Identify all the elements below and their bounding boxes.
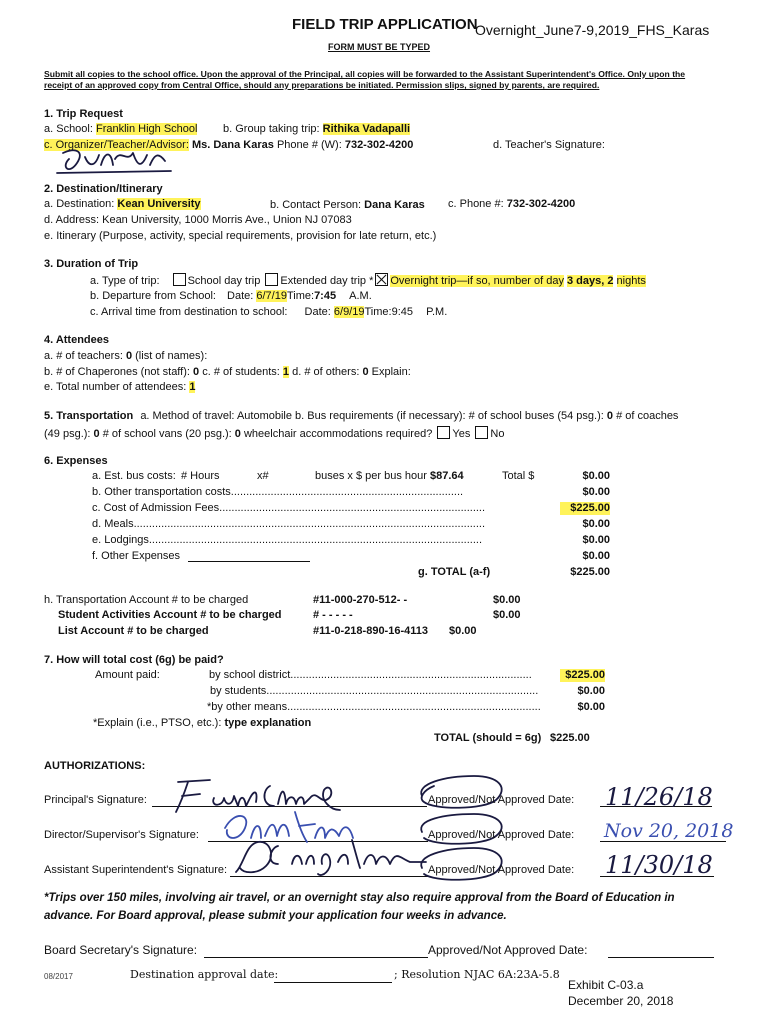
board-note-line1: *Trips over 150 miles, involving air travel, or an overnight stay also require approval from the Board of Education in — [44, 892, 675, 904]
arrival-label: c. Arrival time from destination to school: — [90, 306, 288, 318]
expense-lodgings-value: $0.00 — [582, 534, 610, 546]
paid-other-value: $0.00 — [577, 701, 605, 713]
destination-value: Kean University — [117, 198, 201, 210]
form-revision-date: 08/2017 — [44, 972, 73, 981]
school-label: a. School: — [44, 123, 93, 135]
transport-row1 — [44, 410, 678, 423]
teachers-note: (list of names): — [135, 350, 208, 362]
section-destination-heading: 2. Destination/Itinerary — [44, 183, 163, 195]
form-title: FIELD TRIP APPLICATION — [292, 16, 478, 33]
wheelchair-no-checkbox[interactable] — [475, 426, 488, 439]
exhibit-line2: December 20, 2018 — [568, 994, 674, 1008]
chaperones-row — [44, 366, 411, 379]
transport-account-number: #11-000-270-512- - — [313, 594, 408, 606]
dest-phone-label: c. Phone #: — [448, 198, 504, 210]
section-expenses-heading: 6. Expenses — [44, 455, 108, 467]
expenses-total-label: g. TOTAL (a-f) — [418, 566, 491, 578]
arrival-date-label: Date: — [304, 306, 331, 318]
other-expenses-line — [188, 561, 310, 562]
explain-label: *Explain (i.e., PTSO, etc.): — [93, 717, 222, 729]
expense-admission-value: $225.00 — [560, 502, 610, 515]
overnight-checkbox[interactable] — [375, 273, 388, 286]
board-secretary-line — [204, 957, 428, 958]
group-row — [223, 123, 410, 136]
section-payment-heading: 7. How will total cost (6g) be paid? — [44, 654, 224, 666]
school-day-label: School day trip — [187, 275, 261, 287]
notice-line1: Submit all copies to the school office. Upon the approval of the Principal, all copies will be forwarded to the Assistant Superintendent's Office. Only upon the — [44, 69, 686, 79]
board-date-line — [608, 957, 714, 958]
organizer-phone-label: Phone # (W): — [276, 139, 342, 151]
student-account-label: Student Activities Account # to be charged — [58, 609, 282, 621]
extended-day-checkbox[interactable] — [265, 273, 278, 286]
school-value: Franklin High School — [95, 123, 198, 135]
school-row — [44, 123, 197, 136]
expenses-total-value: $225.00 — [570, 566, 610, 578]
principal-status: Approved/Not Approved Date: — [428, 794, 575, 806]
destination-label: a. Destination: — [44, 198, 115, 210]
chaperones-label: b. # of Chaperones (not staff): — [44, 366, 190, 378]
vans-label: # of school vans (20 psg.): — [102, 428, 232, 440]
expense-other-transport-value: $0.00 — [582, 486, 610, 498]
transport-account-label: h. Transportation Account # to be charged — [44, 594, 249, 606]
total-attendees-row — [44, 381, 195, 394]
school-day-checkbox[interactable] — [173, 273, 186, 286]
expense-other-transport-label: b. Other transportation costs............................................................................ — [92, 486, 464, 498]
expense-meals-value: $0.00 — [582, 518, 610, 530]
paid-district-label: by school district............................................................................... — [209, 669, 532, 681]
total-dollar-label: Total $ — [502, 470, 535, 482]
departure-ampm: A.M. — [349, 290, 372, 302]
section-duration-heading: 3. Duration of Trip — [44, 258, 139, 270]
destination-approval-label: Destination approval date: — [130, 968, 279, 981]
asst-signature — [230, 834, 430, 880]
arrival-ampm: P.M. — [426, 306, 448, 318]
authorizations-heading: AUTHORIZATIONS: — [44, 760, 146, 772]
trip-type-label: a. Type of trip: — [90, 275, 160, 287]
resolution-text: ; Resolution NJAC 6A:23A-5.8 — [394, 968, 560, 981]
teacher-signature-label: d. Teacher's Signature: — [493, 139, 605, 151]
form-subtitle: FORM MUST BE TYPED — [328, 42, 431, 52]
wheelchair-no-label: No — [490, 428, 505, 440]
chaperones-value: 0 — [193, 366, 200, 378]
departure-date-label: Date: — [227, 290, 254, 302]
paid-students-value: $0.00 — [577, 685, 605, 697]
list-account-number: #11-0-218-890-16-4113 — [313, 625, 428, 637]
paid-district-value: $225.00 — [560, 669, 605, 682]
total-attendees-label: e. Total number of attendees: — [44, 381, 187, 393]
others-value: 0 — [362, 366, 369, 378]
method-label: a. Method of travel: — [140, 410, 235, 422]
school-buses-value: 0 — [606, 410, 613, 422]
expense-admission-label: c. Cost of Admission Fees....................................................................................... — [92, 502, 486, 514]
asst-date: 11/30/18 — [605, 851, 713, 879]
overnight-nights: nights — [616, 275, 646, 287]
overnight-label: Overnight trip—if so, number of day — [390, 275, 564, 287]
contact-row — [270, 199, 425, 212]
arrival-date: 6/9/19 — [333, 306, 365, 318]
address-value: Kean University, 1000 Morris Ave., Union NJ 07083 — [102, 214, 352, 226]
method-value: Automobile — [236, 410, 292, 422]
notice-line2: receipt of an approved copy from Central Office, should any preparations be initiated. Permission slips, signed by parents, are required. — [44, 80, 600, 90]
principal-date: 11/26/18 — [605, 783, 713, 811]
board-secretary-label: Board Secretary's Signature: — [44, 943, 198, 957]
file-tag: Overnight_June7-9,2019_FHS_Karas — [475, 22, 710, 38]
teachers-value: 0 — [125, 350, 133, 362]
asst-signature-label: Assistant Superintendent's Signature: — [44, 864, 228, 876]
extended-day-label: Extended day trip * — [280, 275, 374, 287]
others-label: d. # of others: — [292, 366, 360, 378]
arrival-time-label: Time: — [364, 306, 392, 318]
arrival-time: 9:45 — [391, 306, 413, 318]
departure-row — [90, 290, 372, 303]
board-status: Approved/Not Approved Date: — [428, 943, 588, 957]
wheelchair-yes-label: Yes — [452, 428, 471, 440]
students-label: c. # of students: — [202, 366, 280, 378]
destination-row — [44, 198, 201, 211]
students-value: 1 — [282, 366, 290, 378]
per-hour-label: x $ per bus hour — [347, 470, 427, 482]
address-row — [44, 214, 352, 227]
transport-account-value: $0.00 — [493, 594, 521, 606]
teachers-row — [44, 350, 207, 363]
explain-value: type explanation — [224, 717, 312, 729]
director-status: Approved/Not Approved Date: — [428, 829, 575, 841]
departure-time: 7:45 — [314, 290, 337, 302]
per-hour-row — [315, 470, 464, 483]
contact-label: b. Contact Person: — [270, 199, 362, 211]
student-account-number: # - - - - - — [313, 609, 353, 621]
others-explain-label: Explain: — [371, 366, 411, 378]
transport-row2 — [44, 426, 504, 441]
destination-approval-line — [274, 982, 392, 983]
exhibit-line1: Exhibit C-03.a — [568, 978, 644, 992]
bus-costs-label: a. Est. bus costs: — [92, 470, 176, 482]
departure-time-label: Time: — [286, 290, 315, 302]
hours-label: # Hours — [181, 470, 220, 482]
overnight-days: 3 days, 2 — [567, 275, 614, 287]
list-account-label: List Account # to be charged — [58, 625, 209, 637]
board-note-line2: advance. For Board approval, please submit your application four weeks in advance. — [44, 910, 507, 922]
director-signature-label: Director/Supervisor's Signature: — [44, 829, 199, 841]
coaches-value: 0 — [93, 428, 100, 440]
total-attendees-value: 1 — [189, 381, 196, 393]
teacher-signature — [55, 145, 175, 180]
address-label: d. Address: — [44, 214, 100, 226]
explain-row — [93, 717, 311, 730]
group-label: b. Group taking trip: — [223, 123, 320, 135]
amount-paid-label: Amount paid: — [95, 669, 160, 681]
paid-students-label: by students......................................................................................... — [210, 685, 539, 697]
expense-other-value: $0.00 — [582, 550, 610, 562]
list-account-value: $0.00 — [449, 625, 477, 637]
group-value: Rithika Vadapalli — [322, 123, 411, 135]
departure-label: b. Departure from School: — [90, 290, 216, 302]
coaches-psg-label: (49 psg.): — [44, 428, 91, 440]
expense-meals-label: d. Meals................................................................................................................... — [92, 518, 486, 530]
coaches-label: # of coaches — [616, 410, 679, 422]
section-trip-request-heading: 1. Trip Request — [44, 108, 123, 120]
dest-phone-value: 732-302-4200 — [506, 198, 576, 210]
buses-label: buses — [315, 470, 345, 482]
wheelchair-yes-checkbox[interactable] — [437, 426, 450, 439]
payment-total-value: $225.00 — [550, 732, 590, 744]
organizer-label: c. Organizer/Teacher/Advisor: — [44, 139, 189, 151]
vans-value: 0 — [234, 428, 241, 440]
bus-costs-value: $0.00 — [582, 470, 610, 482]
organizer-phone-value: 732-302-4200 — [344, 139, 414, 151]
x-label: x# — [257, 470, 269, 482]
principal-signature-label: Principal's Signature: — [44, 794, 147, 806]
section-attendees-heading: 4. Attendees — [44, 334, 110, 346]
bus-req-label: b. Bus requirements (if necessary): # of school buses (54 psg.): — [295, 410, 604, 422]
wheelchair-label: wheelchair accommodations required? — [243, 428, 433, 440]
departure-date: 6/7/19 — [256, 290, 287, 302]
student-account-value: $0.00 — [493, 609, 521, 621]
payment-total-label: TOTAL (should = 6g) — [434, 732, 542, 744]
contact-value: Dana Karas — [364, 199, 425, 211]
dest-phone-row — [448, 198, 575, 211]
itinerary-label: e. Itinerary (Purpose, activity, special requirements, provision for late return, etc.) — [44, 230, 437, 242]
arrival-row — [90, 306, 447, 319]
asst-status: Approved/Not Approved Date: — [428, 864, 575, 876]
teachers-label: a. # of teachers: — [44, 350, 123, 362]
expense-other-label: f. Other Expenses — [92, 550, 181, 562]
expense-lodgings-label: e. Lodgings............................................................................................................. — [92, 534, 483, 546]
paid-other-label: *by other means................................................................................... — [207, 701, 541, 713]
per-hour-value: $87.64 — [429, 470, 464, 482]
trip-type-row — [90, 273, 646, 288]
director-date: Nov 20, 2018 — [604, 820, 734, 842]
section-transport-heading: 5. Transportation — [44, 410, 134, 422]
organizer-value: Ms. Dana Karas — [191, 139, 274, 151]
